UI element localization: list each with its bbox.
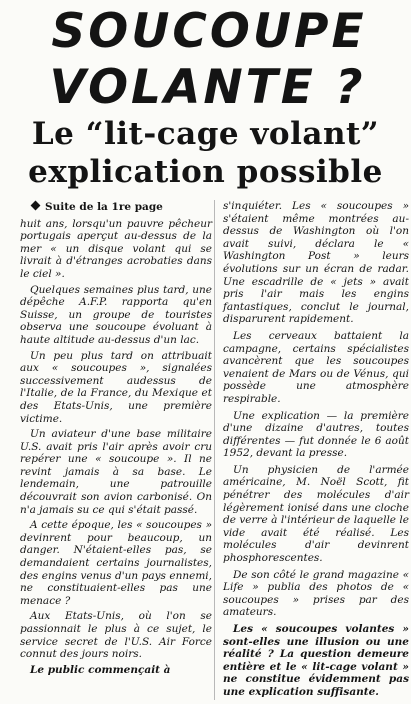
- paragraph: s'inquiéter. Les « soucoupes » s'étaient même montrées au-dessus de Washington où l'on avait suivi, déclara le « Washington Post » leurs évolutions sur un écran de radar. Une escadrille de « jets » avait pris l'air mais les engins fantastiques, conclut le journal, disparurent rapidement.: [223, 200, 409, 326]
- article-column-right: [223, 200, 409, 703]
- paragraph: Quelques semaines plus tard, une dépêche A.F.P. rapporta qu'en Suisse, un groupe de touristes observa une soucoupe évoluant à haute altitude au-dessus d'un lac.: [20, 283, 212, 346]
- headline-line-1: SOUCOUPE: [51, 4, 367, 59]
- subheadline-line-1: Le “lit-cage volant”: [31, 116, 380, 152]
- paragraph: Les « soucoupes volantes » sont-elles une illusion ou une réalité ? La question demeure entière et le « lit-cage volant » ne constitue évidemment pas une explication suffisante.: [223, 623, 409, 698]
- paragraph: Aux Etats-Unis, où l'on se passionnait le plus à ce sujet, le service secret de l'U.S. Air Force connut des jours noirs.: [20, 610, 212, 661]
- paragraph: De son côté le grand magazine « Life » publia des photos de « soucoupes » prises par des amateurs.: [223, 568, 409, 619]
- continuation-kicker: [32, 201, 212, 214]
- kicker-text: Suite de la 1re page: [45, 201, 163, 213]
- paragraph: Les cerveaux battaient la campagne, certains spécialistes avancèrent que les soucoupes venaient de Mars ou de Vénus, qui possède une atmosphère respirable.: [223, 329, 409, 405]
- paragraph: Un aviateur d'une base militaire U.S. avait pris l'air après avoir cru repérer une « soucoupe ». Il ne revint jamais à sa base. Le lendemain, une patrouille découvrait son avion carbonisé. On n'a jamais su ce qui s'était passé.: [20, 428, 212, 516]
- diamond-bullet-icon: [31, 201, 41, 211]
- paragraph: Un physicien de l'armée américaine, M. Noël Scott, fit pénétrer des molécules d'air légèrement ionisé dans une cloche de verre à l'intérieur de laquelle le vide avait été réalisé. Les molécules d'air devinrent phosphorescentes.: [223, 463, 409, 565]
- paragraph: A cette époque, les « soucoupes » devinrent pour beaucoup, un danger. N'étaient-elles pas, se demandaient certains journalistes, des engins venus d'un pays ennemi, ne constituaient-elles pas une menace ?: [20, 519, 212, 607]
- paragraph: Le public commençait à: [30, 663, 171, 676]
- headline-line-2: VOLANTE ?: [49, 60, 366, 115]
- paragraph: Un peu plus tard on attribuait aux « soucoupes », signalées successivement audessus de l'Italie, de la France, du Mexique et des Etats-Unis, une première victime.: [20, 349, 212, 425]
- column-divider: [214, 200, 215, 700]
- paragraph: huit ans, lorsqu'un pauvre pêcheur portugais aperçut au-dessus de la mer « un disque volant qui se livrait à d'étranges acrobaties dans le ciel ».: [20, 217, 212, 280]
- article-column-left: [20, 200, 212, 679]
- subheadline-line-2: explication possible: [28, 154, 383, 190]
- paragraph: Une explication — la première d'une dizaine d'autres, toutes différentes — fut donnée le 6 août 1952, devant la presse.: [223, 409, 409, 460]
